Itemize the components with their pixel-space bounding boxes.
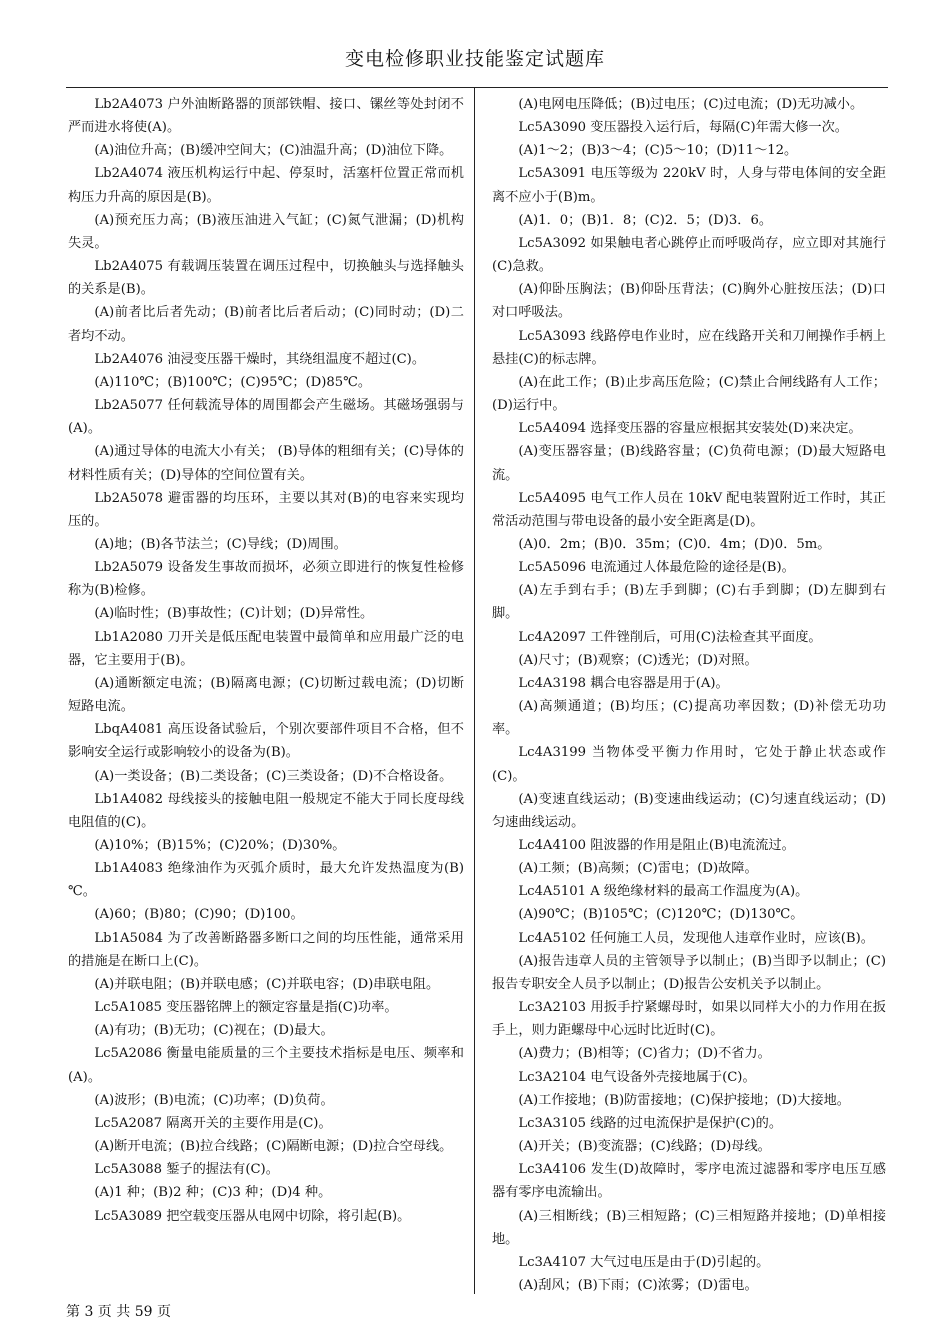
question-paragraph: (A)费力；(B)相等；(C)省力；(D)不省力。	[518, 1046, 771, 1062]
question-paragraph: Lc5A4095 电气工作人员在 10kV 配电装置附近工作时，其正常活动范围与带电设备的最小安全距离是(D)。	[492, 490, 886, 529]
question-paragraph: Lc4A5101 A 级绝缘材料的最高工作温度为(A)。	[518, 884, 809, 900]
question-paragraph: (A)断开电流；(B)拉合线路；(C)隔断电源；(D)拉合空母线。	[94, 1139, 453, 1155]
question-paragraph: Lc5A3088 錾子的握法有(C)。	[94, 1162, 279, 1178]
question-paragraph: (A)油位升高；(B)缓冲空间大；(C)油温升高；(D)油位下降。	[94, 143, 453, 159]
question-paragraph: Lb1A2080 刀开关是低压配电装置中最简单和应用最广泛的电器，它主要用于(B)。	[68, 629, 464, 668]
question-paragraph: Lc4A2097 工件锉削后，可用(C)法检查其平面度。	[518, 629, 822, 645]
question-paragraph: (A)尺寸；(B)观察；(C)透光；(D)对照。	[518, 652, 758, 668]
question-paragraph: Lb1A4082 母线接头的接触电阻一般规定不能大于同长度母线电阻值的(C)。	[68, 791, 464, 830]
question-paragraph: Lc3A3105 线路的过电流保护是保护(C)的。	[518, 1115, 783, 1131]
question-paragraph: Lb2A4075 有载调压装置在调压过程中，切换触头与选择触头的关系是(B)。	[68, 259, 464, 298]
question-paragraph: (A)1．0；(B)1．8；(C)2．5；(D)3．6。	[518, 212, 773, 228]
question-paragraph: (A)地；(B)各节法兰；(C)导线；(D)周围。	[94, 536, 347, 552]
question-paragraph: (A)90℃；(B)105℃；(C)120℃；(D)130℃。	[518, 907, 804, 923]
question-paragraph: Lc5A3091 电压等级为 220kV 时，人身与带电体间的安全距离不应小于(B)m。	[492, 166, 886, 205]
question-paragraph: Lc4A3199 当物体受平衡力作用时，它处于静止状态或作(C)。	[492, 745, 886, 784]
question-paragraph: (A)三相断线；(B)三相短路；(C)三相短路并接地；(D)单相接地。	[492, 1208, 886, 1247]
question-paragraph: (A)工频；(B)高频；(C)雷电；(D)故障。	[518, 861, 758, 877]
question-paragraph: Lb2A5077 任何载流导体的周围都会产生磁场。其磁场强弱与(A)。	[68, 398, 464, 437]
question-paragraph: Lc4A4100 阻波器的作用是阻止(B)电流流过。	[518, 838, 795, 853]
question-paragraph: (A)仰卧压胸法；(B)仰卧压背法；(C)胸外心脏按压法；(D)口对口呼吸法。	[492, 282, 886, 321]
question-paragraph: (A)刮风；(B)下雨；(C)浓雾；(D)雷电。	[518, 1277, 758, 1293]
question-paragraph: Lc5A3089 把空载变压器从电网中切除，将引起(B)。	[94, 1208, 411, 1224]
page-header-title: 变电检修职业技能鉴定试题库	[344, 48, 605, 70]
question-paragraph: Lb1A4083 绝缘油作为灭弧介质时，最大允许发热温度为(B)℃。	[68, 861, 464, 900]
question-paragraph: Lb2A4076 油浸变压器干燥时，其绕组温度不超过(C)。	[94, 351, 426, 367]
question-paragraph: (A)变速直线运动；(B)变速曲线运动；(C)匀速直线运动；(D)匀速曲线运动。	[492, 791, 886, 830]
question-paragraph: (A)电网电压降低；(B)过电压；(C)过电流；(D)无功减小。	[518, 97, 864, 112]
question-paragraph: (A)在此工作；(B)止步高压危险；(C)禁止合闸线路有人工作；(D)运行中。	[492, 374, 886, 414]
question-paragraph: (A)高频通道；(B)均压；(C)提高功率因数；(D)补偿无功功率。	[492, 699, 886, 738]
left-column	[68, 93, 464, 1228]
column-divider	[474, 88, 475, 1294]
question-paragraph: Lb2A4074 液压机构运行中起、停泵时，活塞杆位置正常而机构压力升高的原因是(B)。	[68, 166, 464, 205]
question-paragraph: Lb1A5084 为了改善断路器多断口之间的均压性能，通常采用的措施是在断口上(C)。	[68, 930, 464, 969]
question-paragraph: (A)1 种；(B)2 种；(C)3 种；(D)4 种。	[94, 1185, 332, 1201]
question-paragraph: Lc5A3093 线路停电作业时，应在线路开关和刀闸操作手柄上悬挂(C)的标志牌。	[492, 328, 886, 367]
question-paragraph: (A)预充压力高；(B)液压油进入气缸；(C)氮气泄漏；(D)机构失灵。	[68, 212, 464, 251]
question-paragraph: (A)通断额定电流；(B)隔离电源；(C)切断过载电流；(D)切断短路电流。	[68, 675, 464, 715]
question-paragraph: Lc5A5096 电流通过人体最危险的途径是(B)。	[518, 560, 795, 576]
question-paragraph: Lc5A3092 如果触电者心跳停止而呼吸尚存，应立即对其施行(C)急救。	[492, 235, 886, 275]
question-paragraph: Lc5A3090 变压器投入运行后，每隔(C)年需大修一次。	[518, 120, 848, 136]
question-paragraph: (A)报告违章人员的主管领导予以制止；(B)当即予以制止；(C)报告专职安全人员予以制止；(D)报告公安机关予以制止。	[492, 953, 886, 992]
question-paragraph: (A)波形；(B)电流；(C)功率；(D)负荷。	[94, 1092, 334, 1108]
question-paragraph: Lc5A2087 隔离开关的主要作用是(C)。	[94, 1115, 332, 1131]
question-paragraph: LbqA4081 高压设备试验后，个别次要部件项目不合格，但不影响安全运行或影响较小的设备为(B)。	[68, 722, 464, 761]
question-paragraph: Lb2A4073 户外油断路器的顶部铁帽、接口、镙丝等处封闭不严而进水将使(A)。	[68, 97, 464, 136]
question-paragraph: Lb2A5078 避雷器的均压环，主要以其对(B)的电容来实现均压的。	[68, 490, 464, 529]
question-paragraph: (A)有功；(B)无功；(C)视在；(D)最大。	[94, 1023, 334, 1039]
question-paragraph: Lc4A5102 任何施工人员，发现他人违章作业时，应该(B)。	[518, 930, 874, 946]
question-paragraph: (A)10%；(B)15%；(C)20%；(D)30%。	[94, 838, 346, 853]
question-paragraph: (A)通过导体的电流大小有关； (B)导体的粗细有关；(C)导体的材料性质有关；(D)导体的空间位置有关。	[68, 444, 464, 483]
question-paragraph: (A)一类设备；(B)二类设备；(C)三类设备；(D)不合格设备。	[94, 768, 453, 784]
question-paragraph: Lc3A4107 大气过电压是由于(D)引起的。	[518, 1254, 770, 1270]
question-paragraph: Lc5A1085 变压器铭牌上的额定容量是指(C)功率。	[94, 1000, 398, 1016]
right-column	[492, 93, 886, 1297]
question-paragraph: (A)1～2；(B)3～4；(C)5～10；(D)11～12。	[518, 143, 798, 159]
question-paragraph: Lb2A5079 设备发生事故而损坏，必须立即进行的恢复性检修称为(B)检修。	[68, 560, 464, 599]
question-paragraph: (A)变压器容量；(B)线路容量；(C)负荷电源；(D)最大短路电流。	[492, 444, 886, 483]
question-paragraph: Lc3A2103 用扳手拧紧螺母时，如果以同样大小的力作用在扳手上，则力距螺母中心远时比近时(C)。	[492, 1000, 886, 1039]
question-paragraph: (A)60；(B)80；(C)90；(D)100。	[94, 907, 304, 923]
question-paragraph: (A)临时性；(B)事故性；(C)计划；(D)异常性。	[94, 606, 374, 622]
question-paragraph: (A)并联电阻；(B)并联电感；(C)并联电容；(D)串联电阻。	[94, 976, 440, 992]
question-paragraph: Lc5A2086 衡量电能质量的三个主要技术指标是电压、频率和(A)。	[68, 1046, 464, 1085]
question-paragraph: Lc3A2104 电气设备外壳接地属于(C)。	[518, 1069, 756, 1085]
question-paragraph: (A)0．2m；(B)0．35m；(C)0．4m；(D)0．5m。	[518, 536, 831, 552]
question-paragraph: Lc3A4106 发生(D)故障时，零序电流过滤器和零序电压互感器有零序电流输出。	[492, 1162, 886, 1201]
question-paragraph: (A)前者比后者先动；(B)前者比后者后动；(C)同时动；(D)二者均不动。	[68, 305, 464, 344]
header-rule	[66, 87, 888, 88]
question-paragraph: (A)工作接地；(B)防雷接地；(C)保护接地；(D)大接地。	[518, 1092, 850, 1108]
page-footer: 第 3 页 共 59 页	[66, 1304, 171, 1320]
question-paragraph: (A)110℃；(B)100℃；(C)95℃；(D)85℃。	[94, 374, 372, 390]
question-paragraph: Lc5A4094 选择变压器的容量应根据其安装处(D)来决定。	[518, 421, 862, 437]
question-paragraph: Lc4A3198 耦合电容器是用于(A)。	[518, 675, 729, 691]
question-paragraph: (A)左手到右手；(B)左手到脚；(C)右手到脚；(D)左脚到右脚。	[492, 583, 886, 622]
question-paragraph: (A)开关；(B)变流器；(C)线路；(D)母线。	[518, 1139, 771, 1155]
